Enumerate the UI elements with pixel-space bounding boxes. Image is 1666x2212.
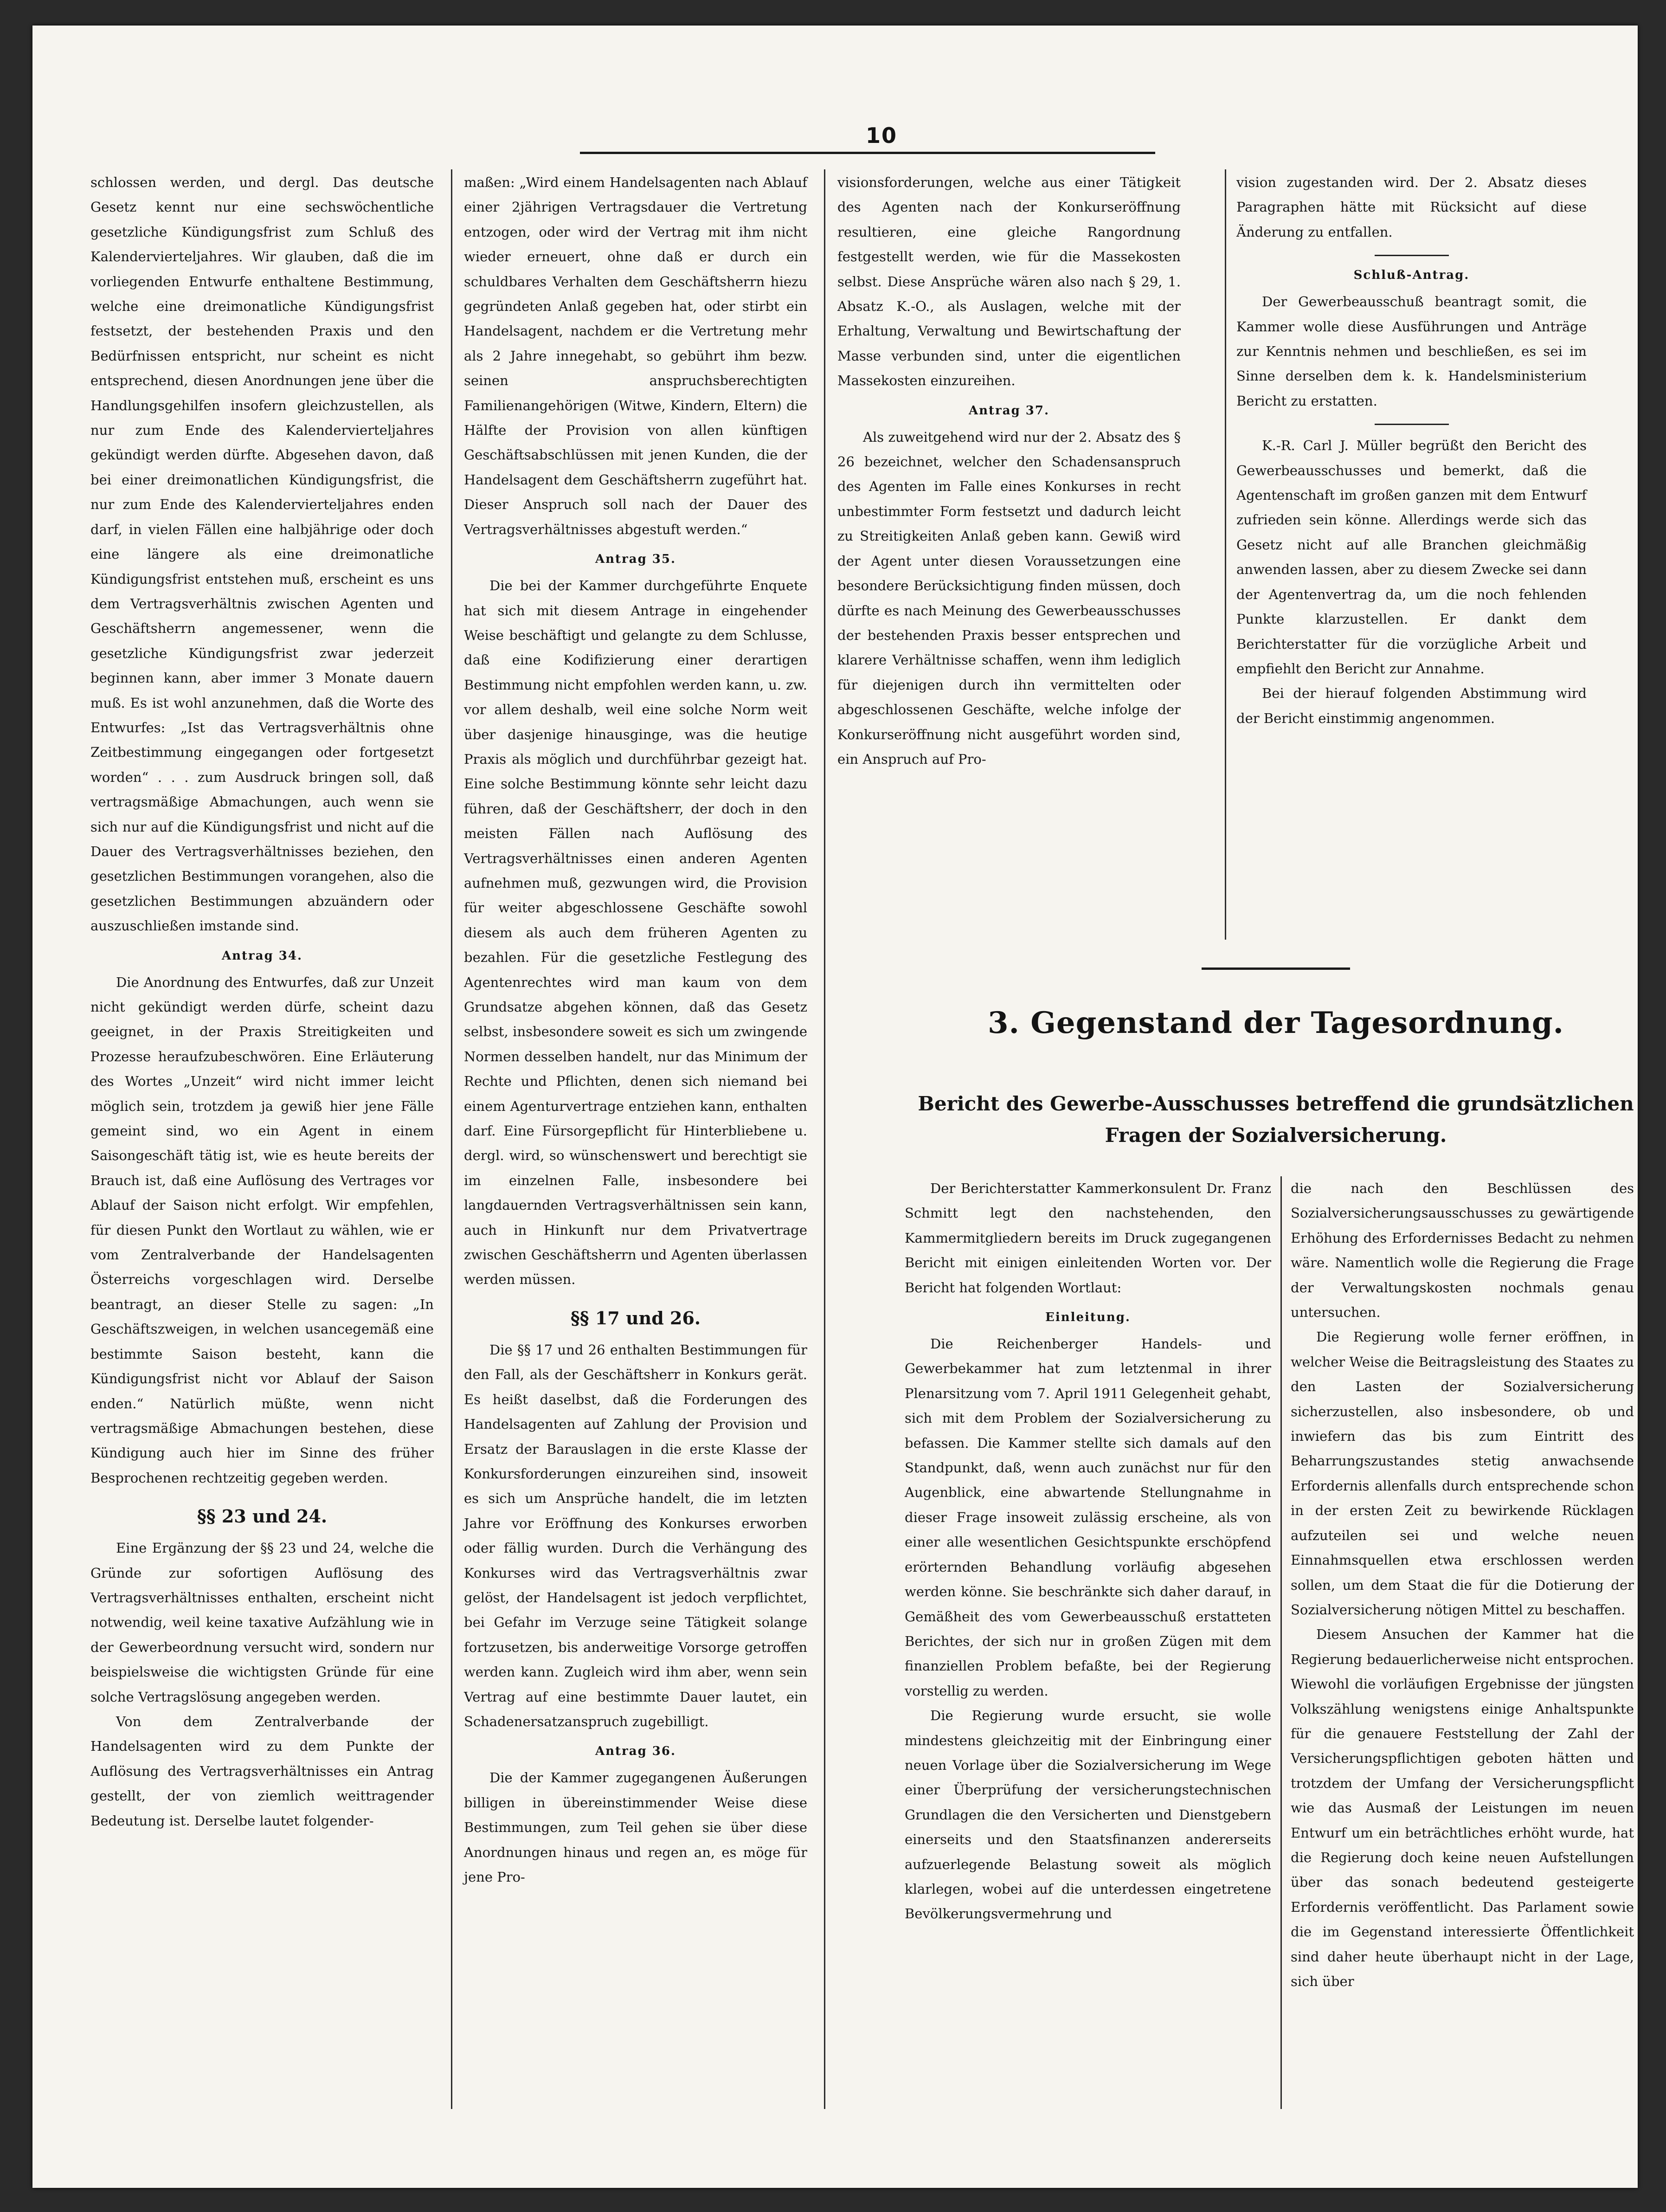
col4-paragraph-1: vision zugestanden wird. Der 2. Absatz dieses Paragraphen hätte mit Rücksicht auf diese Änderung zu entfallen. (1236, 174, 1587, 240)
column-1 (90, 170, 434, 1833)
antrag-35-heading: Antrag 35. (595, 552, 676, 567)
col5-paragraph-3: Die Regierung wurde ersucht, sie wolle mindestens gleichzeitig mit der Einbringung einer neuen Vorlage über die Sozialversicherung im Wege einer Überprüfung der versicherungstechnischen Grundlagen die den Versicherten und Dienstgebern einerseits und den Staatsfinanzen andererseits aufzuerlegende Belastung soweit als möglich klarlegen, wobei auf die unterdessen eingetretene Bevölkerungsvermehrung und (905, 1708, 1271, 1922)
col2-paragraph-1: maßen: „Wird einem Handelsagenten nach Ablauf einer 2jährigen Vertragsdauer die Vertretung entzogen, oder wird der Vertrag mit ihm nicht wieder erneuert, ohne daß er durch ein schuldbares Verhalten dem Geschäftsherrn hiezu gegründeten Anlaß gegeben hat, oder stirbt ein Handelsagent, nachdem er die Vertretung mehr als 2 Jahre innegehabt, so gebührt ihm bezw. seinen anspruchsberechtigten Familienangehörigen (Witwe, Kindern, Eltern) die Hälfte der Provision von allen künftigen Geschäftsabschlüssen mit jenen Kunden, die der Handelsagent dem Geschäftsherrn zugeführt hat. Dieser Anspruch soll nach der Dauer des Vertragsverhältnisses abgestuft werden.“ (464, 174, 807, 537)
col6-paragraph-2: Die Regierung wolle ferner eröffnen, in welcher Weise die Beitragsleistung des Staates zu den Lasten der Sozialversicherung sicherzustellen, also insbesondere, ob und inwiefern das bis zum Eintritt des Beharrungszustandes stetig anwachsende Erfordernis allenfalls durch entsprechende schon in der ersten Zeit zu bewirkende Rücklagen aufzuteilen sei und welche neuen Einnahmsquellen etwa erschlossen werden sollen, um dem Staat die für die Dotierung der Sozialversicherung nötigen Mittel zu beschaffen. (1291, 1329, 1634, 1618)
antrag-37-heading: Antrag 37. (968, 403, 1050, 418)
column-6 (1291, 1176, 1634, 1994)
section-23-24-heading: §§ 23 und 24. (197, 1506, 328, 1527)
col2-paragraph-3: Die §§ 17 und 26 enthalten Bestimmungen für den Fall, als der Geschäftsherr in Konkurs gerät. Es heißt daselbst, daß die Forderungen des Handelsagenten auf Zahlung der Provision und Ersatz der Barauslagen in die erste Klasse der Konkursforderungen einzureihen sind, insoweit es sich um Ansprüche handelt, die im letzten Jahre vor Eröffnung des Konkurses erworben oder fällig wurden. Durch die Verhängung des Konkurses wird das Vertragsverhältnis zwar gelöst, der Handelsagent ist jedoch verpflichtet, bei Gefahr im Verzuge seine Tätigkeit solange fortzusetzen, bis anderweitige Vorsorge getroffen werden kann. Zugleich wird ihm aber, wenn sein Vertrag auf eine bestimmte Dauer lautet, ein Schadenersatzanspruch zugebilligt. (464, 1341, 807, 1729)
antrag-36-heading: Antrag 36. (595, 1744, 676, 1759)
column-divider-1 (451, 169, 452, 2109)
section-17-26-heading: §§ 17 und 26. (570, 1307, 701, 1328)
column-2 (464, 170, 807, 1890)
col4-paragraph-4: Bei der hierauf folgenden Abstimmung wird der Bericht einstimmig angenommen. (1236, 685, 1587, 726)
short-rule-2 (1375, 424, 1449, 425)
col4-paragraph-2: Der Gewerbeausschuß beantragt somit, die Kammer wolle diese Ausführungen und Anträge zur Kenntnis nehmen und beschließen, es sei im Sinne derselben dem k. k. Handelsministerium Bericht zu erstatten. (1236, 294, 1587, 409)
subtitle-line-2: Fragen der Sozialversicherung. (1105, 1124, 1447, 1147)
col3-paragraph-1: visionsforderungen, welche aus einer Tätigkeit des Agenten nach der Konkurseröffnung resultieren, eine gleiche Rangordnung festgestellt werden, wie für die Massekosten selbst. Diese Ansprüche wären also nach § 29, 1. Absatz K.-O., als Auslagen, welche mit der Erhaltung, Verwaltung und Bewirtschaftung der Masse verbunden sind, unter die eigentlichen Massekosten einzureihen. (837, 174, 1181, 389)
col3-paragraph-2: Als zuweitgehend wird nur der 2. Absatz des § 26 bezeichnet, welcher den Schadensanspruch des Agenten im Falle eines Konkurses in recht unbestimmter Form festsetzt und dadurch leicht zu Streitigkeiten Anlaß geben kann. Gewiß wird der Agent unter diesen Voraussetzungen eine besondere Berücksichtigung finden müssen, doch dürfte es nach Meinung des Gewerbeausschusses der bestehenden Praxis besser entsprechen und klarere Verhältnisse schaffen, wenn ihm lediglich für diejenigen durch ihn vermittelten oder abgeschlossenen Geschäfte, welche infolge der Konkurseröffnung nicht ausgeführt worden sind, ein Anspruch auf Pro- (837, 429, 1181, 767)
schluss-antrag-heading: Schluß-Antrag. (1353, 268, 1470, 283)
subtitle-line-1: Bericht des Gewerbe-Ausschusses betreffend die grundsätzlichen (918, 1092, 1634, 1115)
col2-paragraph-2: Die bei der Kammer durchgeführte Enquete hat sich mit diesem Antrage in eingehender Weise beschäftigt und gelangte zu dem Schlusse, daß eine Kodifizierung einer derartigen Bestimmung nicht empfohlen werden kann, u. zw. vor allem deshalb, weil eine solche Norm weit über dasjenige hinausginge, was die heutige Praxis als möglich und durchführbar gezeigt hat. Eine solche Bestimmung könnte sehr leicht dazu führen, daß der Geschäftsherr, der doch in den meisten Fällen nach Auflösung des Vertragsverhältnisses einen anderen Agenten aufnehmen muß, gezwungen wird, die Provision für weiter abgeschlossene Geschäfte sowohl diesem als auch dem früheren Agenten zu bezahlen. Für die gesetzliche Festlegung des Agentenrechtes wird man kaum von dem Grundsatze abgehen können, daß das Gesetz selbst, insbesondere soweit es sich um zwingende Normen desselben handelt, nur das Minimum der Rechte und Pflichten, denen sich niemand bei einem Agenturvertrage entziehen kann, enthalten darf. Eine Fürsorgepflicht für Hinterbliebene u. dergl. wird, so wünschenswert und berechtigt sie im einzelnen Falle, insbesondere bei langdauernden Vertragsverhältnissen sein kann, auch in Hinkunft nur dem Privatvertrage zwischen Geschäftsherrn und Agenten überlassen werden müssen. (464, 578, 807, 1288)
column-4 (1236, 170, 1587, 731)
col5-paragraph-2: Die Reichenberger Handels- und Gewerbekammer hat zum letztenmal in ihrer Plenarsitzung vom 7. April 1911 Gelegenheit gehabt, sich mit dem Problem der Sozialversicherung zu befassen. Die Kammer stellte sich damals auf den Standpunkt, daß, wenn auch zunächst nur für den Augenblick, eine abwartende Stellungnahme in dieser Frage insoweit zulässig erscheine, als von einer alle wesentlichen Gesichtspunkte erschöpfend erörternden Behandlung vorläufig abgesehen werden könne. Sie beschränkte sich daher darauf, in Gemäßheit des vom Gewerbeausschuß erstatteten Berichtes, der sich nur in großen Zügen mit dem finanziellen Problem befaßte, bei der Regierung vorstellig zu werden. (905, 1336, 1271, 1699)
section-rule (1202, 967, 1350, 970)
short-rule (1375, 255, 1449, 256)
newspaper-page (32, 26, 1638, 2188)
column-5 (905, 1176, 1271, 1927)
einleitung-heading: Einleitung. (1045, 1310, 1131, 1325)
col4-paragraph-3: K.-R. Carl J. Müller begrüßt den Bericht des Gewerbeausschusses und bemerkt, daß die Agentenschaft im großen ganzen mit dem Entwurf zufrieden sein könne. Allerdings werde sich das Gesetz nicht auf alle Branchen gleichmäßig anwenden lassen, aber zu diesem Zwecke sei dann der Agentenvertrag da, um die noch fehlenden Punkte klarzustellen. Er dankt dem Berichterstatter für die vorzügliche Arbeit und empfiehlt den Bericht zur Annahme. (1236, 438, 1587, 677)
antrag-34-heading: Antrag 34. (221, 948, 303, 963)
col1-paragraph-1: schlossen werden, und dergl. Das deutsche Gesetz kennt nur eine sechswöchentliche gesetzliche Kündigungsfrist zum Schluß des Kalendervierteljahres. Wir glauben, daß die im vorliegenden Entwurfe enthaltene Bestimmung, welche eine dreimonatliche Kündigungsfrist festsetzt, der bestehenden Praxis und den Bedürfnissen entspricht, nur scheint es nicht entsprechend, diesen Anordnungen jene über die Handlungsgehilfen insofern gleichzustellen, als nur zum Ende des Kalendervierteljahres gekündigt werden dürfte. Abgesehen davon, daß bei einer dreimonatlichen Kündigungsfrist, die nur zum Ende des Kalendervierteljahres enden darf, in vielen Fällen eine halbjährige oder doch eine längere als eine dreimonatliche Kündigungsfrist entstehen muß, erscheint es uns dem Vertragsverhältnis zwischen Agenten und Geschäftsherrn angemessener, wenn die gesetzliche Kündigungsfrist zwar jederzeit beginnen kann, aber immer 3 Monate dauern muß. Es ist wohl anzunehmen, daß die Worte des Entwurfes: „Ist das Vertragsverhältnis ohne Zeitbestimmung eingegangen oder fortgesetzt worden“ . . . zum Ausdruck bringen soll, daß vertragsmäßige Abmachungen, auch wenn sie sich nur auf die Kündigungsfrist und nicht auf die Dauer des Vertragsverhältnisses beziehen, den gesetzlichen Bestimmungen vorangehen, also die gesetzlichen Bestimmungen abzuändern oder auszuschließen imstande sind. (90, 174, 434, 934)
col5-paragraph-1: Der Berichterstatter Kammerkonsulent Dr. Franz Schmitt legt den nachstehenden, den Kammermitgliedern bereits im Druck zugegangenen Bericht mit einigen einleitenden Worten vor. Der Bericht hat folgenden Wortlaut: (905, 1180, 1271, 1296)
col1-paragraph-4: Von dem Zentralverbande der Handelsagenten wird zu dem Punkte der Auflösung des Vertragsverhältnisses ein Antrag gestellt, der von ziemlich weittragender Bedeutung ist. Derselbe lautet folgender- (90, 1713, 434, 1829)
col2-paragraph-4: Die der Kammer zugegangenen Äußerungen billigen in übereinstimmender Weise diese Bestimmungen, zum Teil gehen sie über diese Anordnungen hinaus und regen an, es möge für jene Pro- (464, 1770, 807, 1885)
col1-paragraph-2: Die Anordnung des Entwurfes, daß zur Unzeit nicht gekündigt werden dürfe, scheint dazu geeignet, in der Praxis Streitigkeiten und Prozesse heraufzubeschwören. Eine Erläuterung des Wortes „Unzeit“ wird nicht immer leicht möglich sein, trotzdem ja gewiß hier jene Fälle gemeint sind, wo ein Agent in einem Saisongeschäft tätig ist, wie es heute bereits der Brauch ist, daß eine Auflösung des Vertrages vor Ablauf der Saison nicht erfolgt. Wir empfehlen, für diesen Punkt den Wortlaut zu wählen, wie er vom Zentralverbande der Handelsagenten Österreichs vorgeschlagen wird. Derselbe beantragt, an dieser Stelle zu sagen: „In Geschäftszweigen, in welchen usancegemäß eine bestimmte Saison besteht, kann die Kündigungsfrist nicht vor Ablauf der Saison enden.“ Natürlich müßte, wenn nicht vertragsmäßige Abmachungen bestehen, diese Kündigung auch hier im Sinne des früher Besprochenen rechtzeitig gegeben werden. (90, 974, 434, 1486)
header-rule (580, 152, 1155, 154)
section-3-subtitle (900, 1088, 1652, 1151)
col1-paragraph-3: Eine Ergänzung der §§ 23 und 24, welche die Gründe zur sofortigen Auflösung des Vertragsverhältnisses enthalten, erscheint nicht notwendig, weil keine taxative Aufzählung wie in der Gewerbeordnung versucht wird, sondern nur beispielsweise die wichtigsten Gründe für eine solche Vertragslösung angegeben werden. (90, 1540, 434, 1705)
section-3-title: 3. Gegenstand der Tagesordnung. (988, 1006, 1564, 1040)
col6-paragraph-3: Diesem Ansuchen der Kammer hat die Regierung bedauerlicherweise nicht entsprochen. Wiewohl die vorläufigen Ergebnisse der jüngsten Volkszählung wenigstens einige Anhaltspunkte für die genauere Feststellung der Zahl der Versicherungspflichtigen geboten hätten und trotzdem der Umfang der Versicherungspflicht wie das Ausmaß der Leistungen im neuen Entwurf um ein beträchtliches erhöht wurde, hat die Regierung doch keine neuen Aufstellungen über das sonach bedeutend gesteigerte Erfordernis veröffentlicht. Das Parlament sowie die im Gegenstand interessierte Öffentlichkeit sind daher heute überhaupt nicht in der Lage, sich über (1291, 1626, 1634, 1989)
column-divider-3 (1225, 169, 1226, 940)
page-number: 10 (865, 123, 897, 148)
column-3 (837, 170, 1181, 772)
column-divider-4 (1280, 1176, 1282, 2109)
col6-paragraph-1: die nach den Beschlüssen des Sozialversicherungsausschusses zu gewärtigende Erhöhung des Erfordernisses Bedacht zu nehmen wäre. Namentlich wolle die Regierung die Frage der Verwaltungskosten nochmals genau untersuchen. (1291, 1180, 1634, 1321)
column-divider-2 (824, 169, 825, 2109)
